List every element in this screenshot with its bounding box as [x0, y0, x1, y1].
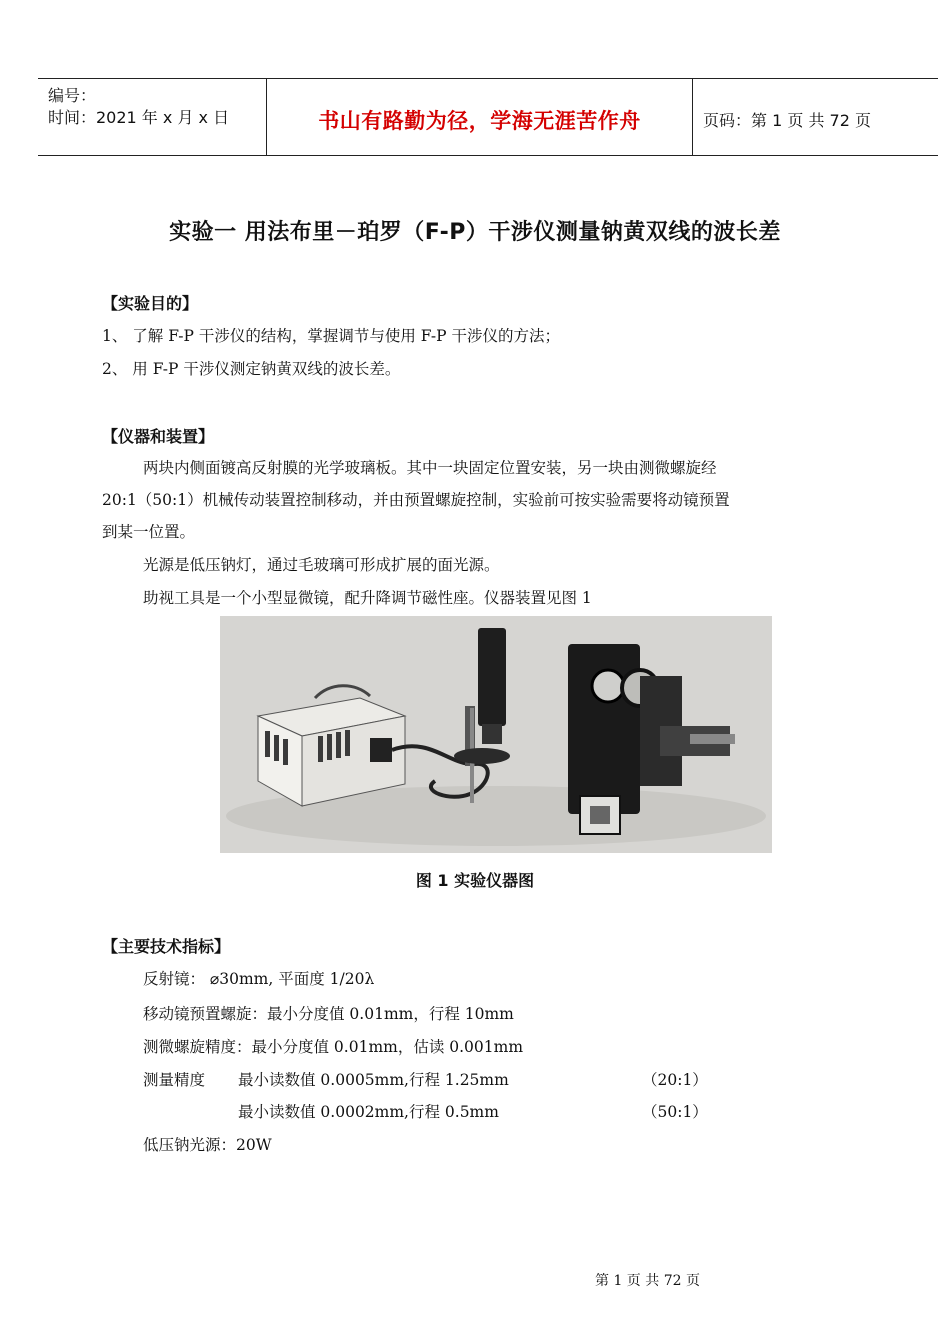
- page-title: 实验一 用法布里－珀罗（F-P）干涉仪测量钠黄双线的波长差: [169, 220, 781, 245]
- apparatus-line: 光源是低压钠灯，通过毛玻璃可形成扩展的面光源。: [143, 556, 500, 574]
- purpose-item: 2、 用 F-P 干涉仪测定钠黄双线的波长差。: [102, 360, 401, 378]
- specs-heading: 【主要技术指标】: [102, 937, 231, 956]
- apparatus-heading: 【仪器和装置】: [102, 427, 215, 446]
- apparatus-line: 20:1（50:1）机械传动装置控制移动，并由预置螺旋控制，实验前可按实验需要将动镜预置: [102, 491, 730, 509]
- spec-accuracy-1: 最小读数值 0.0005mm,行程 1.25mm: [238, 1071, 509, 1089]
- document-number-label: 编号：: [48, 86, 97, 105]
- purpose-item: 1、 了解 F-P 干涉仪的结构，掌握调节与使用 F-P 干涉仪的方法；: [102, 327, 560, 345]
- apparatus-photo: [220, 616, 772, 853]
- header-right-cell: [693, 79, 938, 155]
- document-time: 时间：2021 年 x 月 x 日: [48, 108, 230, 127]
- apparatus-line: 两块内侧面镀高反射膜的光学玻璃板。其中一块固定位置安装，另一块由测微螺旋经: [143, 459, 717, 477]
- spec-micrometer: 测微螺旋精度：最小分度值 0.01mm，估读 0.001mm: [143, 1038, 524, 1056]
- apparatus-photo-illustration: [220, 616, 772, 853]
- header-slogan: 书山有路勤为径，学海无涯苦作舟: [318, 109, 641, 133]
- figure-caption: 图 1 实验仪器图: [415, 871, 535, 890]
- spec-preset-screw: 移动镜预置螺旋：最小分度值 0.01mm，行程 10mm: [143, 1005, 514, 1023]
- spec-lamp: 低压钠光源：20W: [143, 1136, 272, 1154]
- header-page-info: 页码：第 1 页 共 72 页: [703, 111, 871, 130]
- apparatus-line: 到某一位置。: [102, 523, 196, 541]
- spec-ratio-2: （50:1）: [642, 1103, 708, 1121]
- apparatus-line: 助视工具是一个小型显微镜，配升降调节磁性座。仪器装置见图 1: [143, 589, 592, 607]
- header-middle-cell: [267, 79, 693, 155]
- page-header: [38, 78, 938, 156]
- spec-mirror: 反射镜： ⌀30mm, 平面度 1/20λ: [143, 970, 375, 988]
- spec-accuracy-2: 最小读数值 0.0002mm,行程 0.5mm: [238, 1103, 499, 1121]
- spec-ratio-1: （20:1）: [642, 1071, 708, 1089]
- page-footer: 第 1 页 共 72 页: [595, 1273, 700, 1289]
- header-left-cell: [38, 79, 267, 155]
- purpose-heading: 【实验目的】: [102, 294, 199, 313]
- spec-accuracy-label: 测量精度: [143, 1071, 206, 1089]
